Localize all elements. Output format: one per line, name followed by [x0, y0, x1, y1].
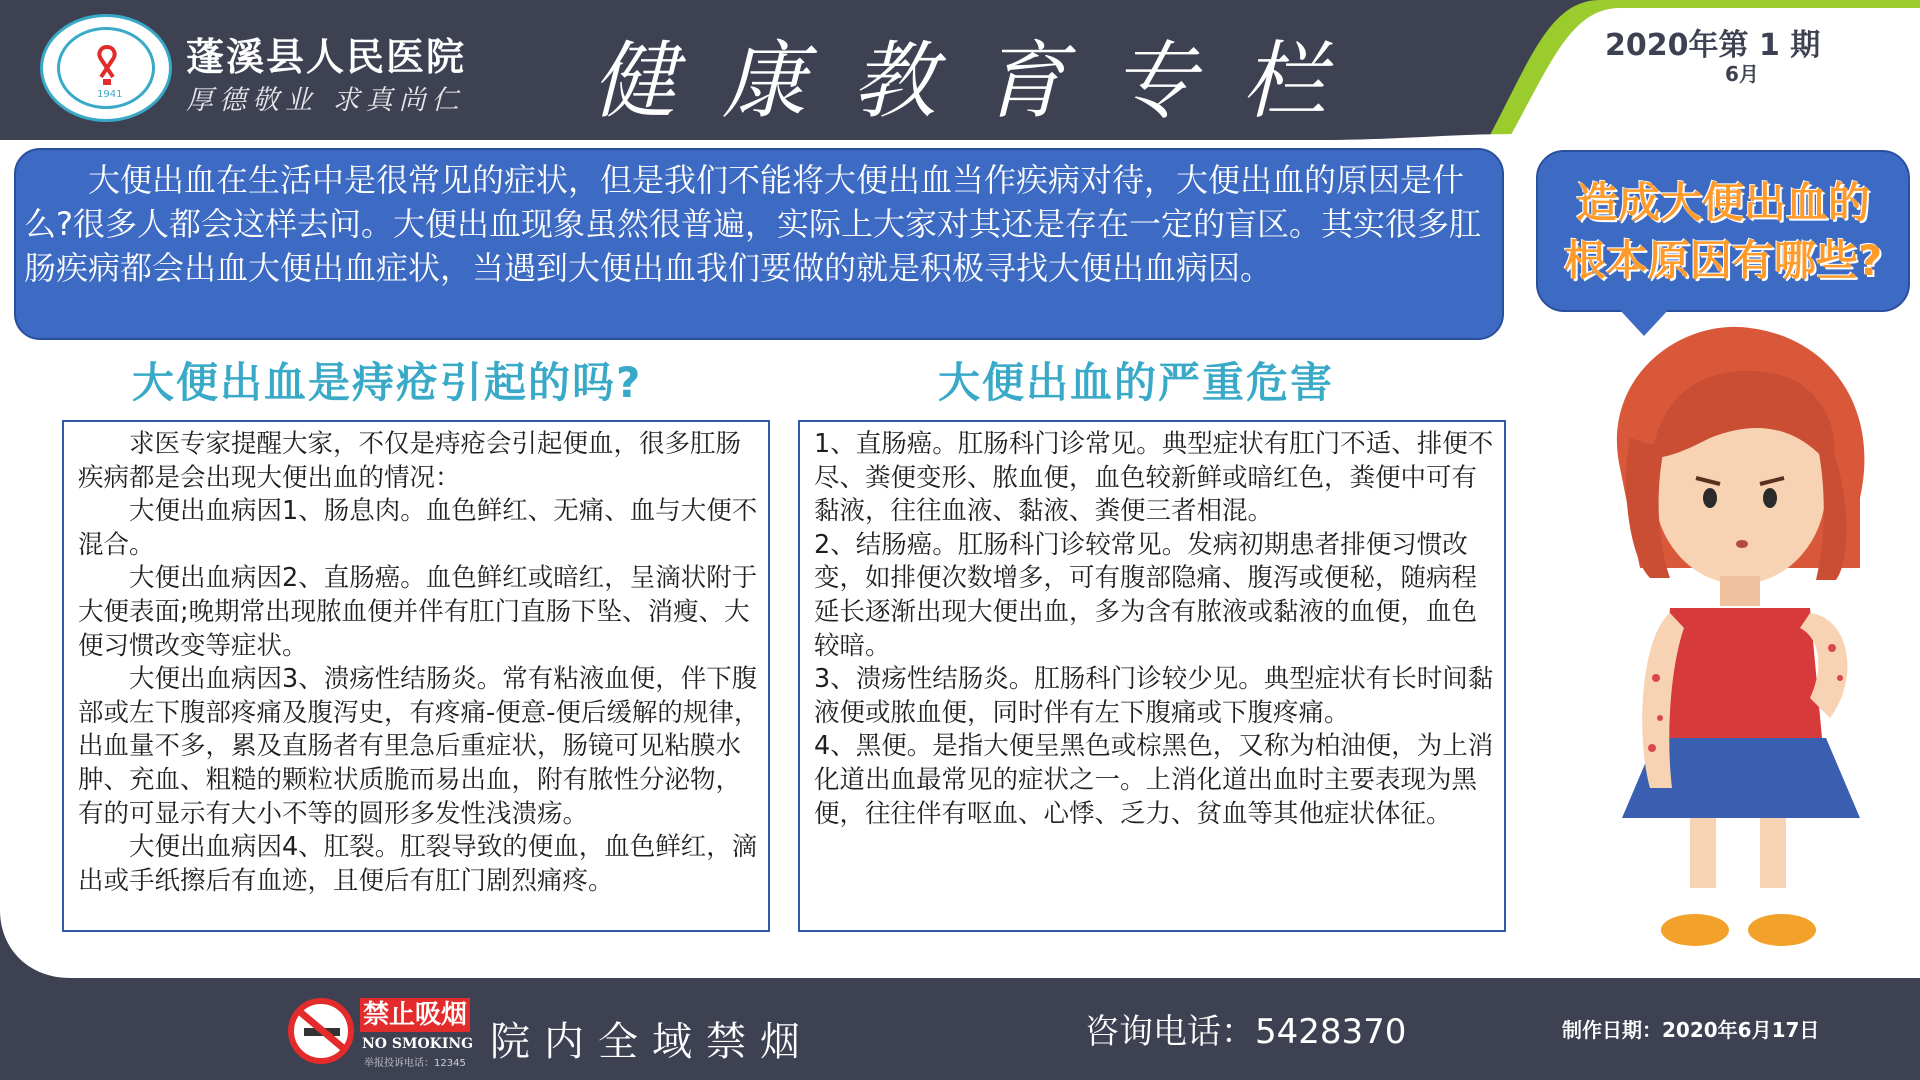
no-smoking-icon — [288, 998, 354, 1064]
girl-scratching-rash-illustration — [1560, 318, 1920, 978]
hospital-logo-icon — [40, 14, 172, 122]
no-smoking-label-cn: 禁止吸烟 — [360, 998, 470, 1032]
section-heading-hemorrhoids: 大便出血是痔疮引起的吗? — [132, 358, 643, 407]
hospital-name: 蓬溪县人民医院 — [186, 34, 467, 79]
dangers-text-box — [798, 420, 1506, 932]
banner-title: 健康教育专栏 — [592, 32, 1373, 130]
dangers-paragraph: 2、结肠癌。肛肠科门诊较常见。发病初期患者排便习惯改变，如排便次数增多，可有腹部隐痛、腹泻或便秘，随病程延长逐渐出现大便出血，多为含有脓液或黏液的血便，血色较暗。 — [814, 529, 1478, 661]
question-line-1: 造成大便出血的 — [1575, 178, 1870, 227]
issue-month: 6月 — [1725, 62, 1759, 86]
no-smoking-slogan: 院内全域禁烟 — [490, 1019, 814, 1065]
causes-paragraph: 大便出血病因1、肠息肉。血色鲜红、无痛、血与大便不混合。 — [78, 496, 758, 560]
question-line-2: 根本原因有哪些? — [1563, 236, 1883, 285]
dangers-paragraph: 3、溃疡性结肠炎。肛肠科门诊较少见。典型症状有长时间黏液便或脓血便，同时伴有左下腹痛或下腹疼痛。 — [814, 664, 1494, 728]
hospital-motto: 厚德敬业 求真尚仁 — [186, 85, 465, 116]
section-heading-dangers: 大便出血的严重危害 — [938, 358, 1335, 407]
causes-paragraph: 求医专家提醒大家，不仅是痔疮会引起便血，很多肛肠疾病都是会出现大便出血的情况： — [78, 429, 742, 493]
complaint-hotline: 举报投诉电话：12345 — [364, 1058, 466, 1069]
no-smoking-label-en: NO SMOKING — [362, 1036, 474, 1052]
consult-phone: 咨询电话：5428370 — [1085, 1012, 1407, 1052]
causes-paragraph: 大便出血病因2、直肠癌。血色鲜红或暗红，呈滴状附于大便表面;晚期常出现脓血便并伴有肛门直肠下坠、消瘦、大便习惯改变等症状。 — [78, 563, 758, 661]
question-bubble — [1536, 150, 1910, 312]
production-date: 制作日期：2020年6月17日 — [1562, 1018, 1820, 1042]
logo-year: 1941 — [97, 89, 123, 100]
intro-paragraph: 大便出血在生活中是很常见的症状，但是我们不能将大便出血当作疾病对待，大便出血的原因是什么?很多人都会这样去问。大便出血现象虽然很普遍，实际上大家对其还是存在一定的盲区。其实很多肛肠疾病都会出血大便出血症状，当遇到大便出血我们要做的就是积极寻找大便出血病因。 — [14, 148, 1504, 340]
causes-text-box — [62, 420, 770, 932]
causes-paragraph: 大便出血病因3、溃疡性结肠炎。常有粘液血便，伴下腹部或左下腹部疼痛及腹泻史，有疼痛-便意-便后缓解的规律，出血量不多，累及直肠者有里急后重症状，肠镜可见粘膜水肿、充血、粗糙的颗粒状质脆而易出血，附有脓性分泌物，有的可显示有大小不等的圆形多发性浅溃疡。 — [78, 664, 760, 829]
dangers-paragraph: 1、直肠癌。肛肠科门诊常见。典型症状有肛门不适、排便不尽、粪便变形、脓血便，血色较新鲜或暗红色，粪便中可有黏液，往往血液、黏液、粪便三者相混。 — [814, 429, 1494, 527]
dangers-paragraph: 4、黑便。是指大便呈黑色或棕黑色，又称为柏油便，为上消化道出血最常见的症状之一。上消化道出血时主要表现为黑便，往往伴有呕血、心悸、乏力、贫血等其他症状体征。 — [814, 731, 1494, 829]
issue-number: 2020年第 1 期 — [1605, 28, 1821, 63]
causes-paragraph: 大便出血病因4、肛裂。肛裂导致的便血，血色鲜红，滴出或手纸擦后有血迹，且便后有肛门剧烈痛疼。 — [78, 832, 758, 896]
